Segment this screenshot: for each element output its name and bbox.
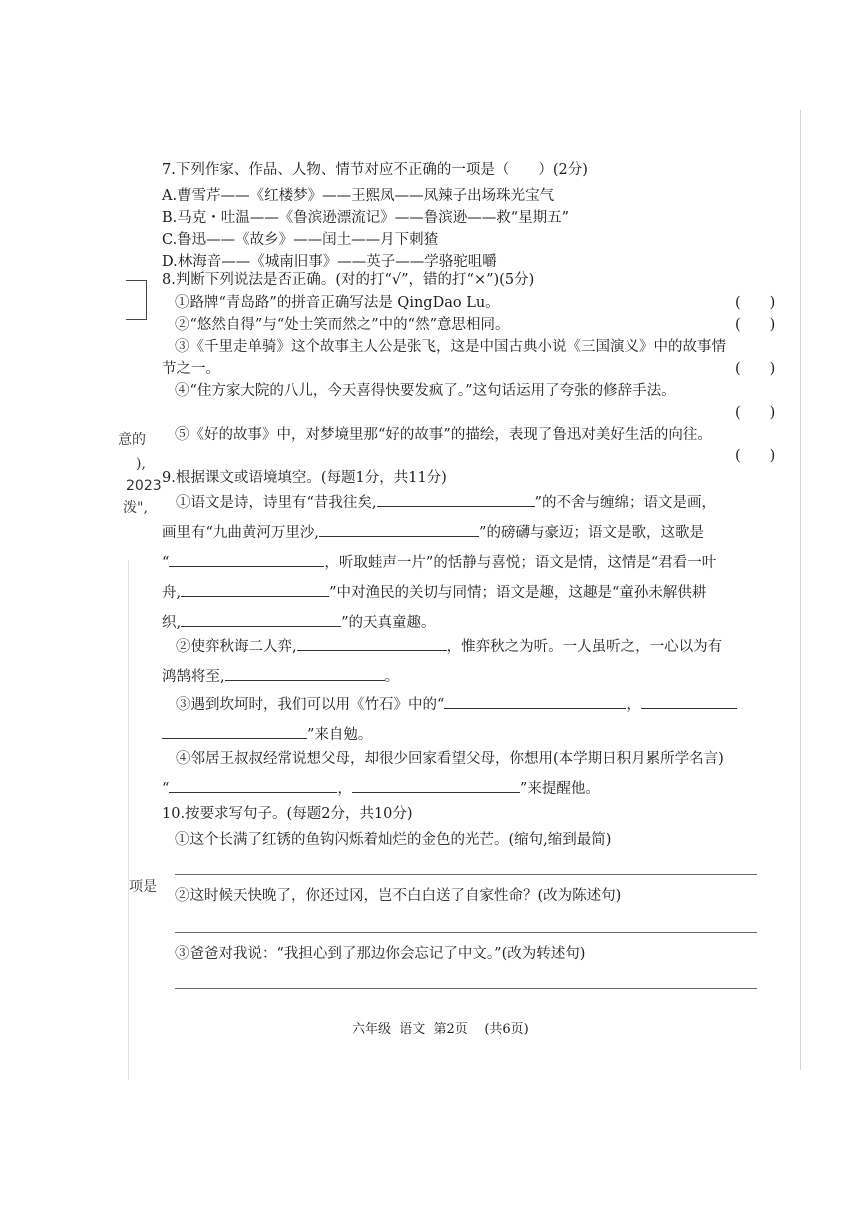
q9-text: ①语文是诗，诗里有“昔我往矣, (176, 495, 377, 511)
q9-item-3 (162, 690, 792, 750)
margin-fragment: 意的 (118, 432, 146, 448)
q9-text: ，听取蛙声一片”的恬静与喜悦；语文是情，这情是“君看一叶 (324, 555, 717, 571)
answer-paren[interactable]: ( ) (735, 361, 776, 377)
answer-line[interactable] (175, 988, 757, 989)
q9-text: ”来提醒他。 (519, 781, 600, 797)
answer-paren[interactable]: ( ) (735, 295, 776, 311)
answer-paren[interactable]: ( ) (735, 405, 776, 421)
q7-stem: 7.下列作家、作品、人物、情节对应不正确的一项是（ ）(2分) (162, 162, 588, 178)
answer-paren[interactable]: ( ) (735, 317, 776, 333)
scan-edge-right (800, 110, 801, 1070)
q7-option-c: C.鲁迅——《故乡》——闰土——月下刺猹 (162, 232, 439, 248)
q8-item-continued: 节之一。 (162, 361, 220, 377)
margin-fragment: 泼", (123, 500, 148, 516)
q9-text: ”来自勉。 (307, 727, 373, 743)
fill-blank[interactable] (352, 774, 520, 793)
q9-text: “ (162, 555, 170, 571)
fill-blank[interactable] (319, 518, 479, 537)
q9-text: ”的磅礴与豪迈；语文是歌，这歌是 (479, 525, 704, 541)
q8-item: ②“悠然自得”与“处士笑而然之”中的“然”意思相同。 (175, 317, 510, 333)
fill-blank[interactable] (444, 690, 626, 709)
q9-text: ④邻居王叔叔经常说想父母，却很少回家看望父母，你想用(本学期日积月累所学名言) (176, 751, 724, 767)
q9-text: “ (162, 781, 170, 797)
fill-blank[interactable] (641, 690, 737, 709)
q9-item-4 (162, 744, 802, 804)
fill-blank[interactable] (377, 488, 535, 507)
q9-text: ”的天真童趣。 (341, 615, 436, 631)
q9-text: ”中对渔民的关切与同情；语文是趣，这趣是“童孙未解供耕 (329, 585, 707, 601)
q9-text: 舟, (162, 585, 182, 601)
q10-item: ①这个长满了红锈的鱼钩闪烁着灿烂的金色的光芒。(缩句,缩到最简) (175, 832, 612, 848)
q9-text: 织, (162, 615, 182, 631)
q9-text: ， (337, 781, 352, 797)
q8-item: ⑤《好的故事》中，对梦境里那“好的故事”的描绘，表现了鲁迅对美好生活的向往。 (175, 427, 712, 443)
q10-item: ②这时候天快晚了，你还过冈，岂不白白送了自家性命？(改为陈述句) (175, 888, 622, 904)
q8-item: ④“住方家大院的八儿，今天喜得快要发疯了。”这句话运用了夸张的修辞手法。 (175, 383, 676, 399)
q9-item-2 (162, 632, 792, 692)
q9-text: ③遇到坎坷时，我们可以用《竹石》中的“ (176, 697, 445, 713)
q9-stem: 9.根据课文或语境填空。(每题1分，共11分) (162, 470, 447, 486)
q8-stem: 8.判断下列说法是否正确。(对的打“√”，错的打“×”)(5分) (162, 272, 535, 288)
fill-blank[interactable] (181, 578, 329, 597)
fill-blank[interactable] (181, 608, 341, 627)
q10-stem: 10.按要求写句子。(每题2分，共10分) (162, 806, 413, 822)
margin-fragment: 2023 (126, 478, 162, 494)
q9-text: 。 (384, 669, 400, 685)
q7-option-d: D.林海音——《城南旧事》——英子——学骆驼咀嚼 (162, 254, 497, 270)
fill-blank[interactable] (162, 720, 307, 739)
q9-text: ②使弈秋诲二人弈, (176, 639, 297, 655)
q9-text: ”的不舍与缠绵；语文是画， (534, 495, 716, 511)
margin-fragment: 项是 (129, 879, 157, 895)
answer-paren[interactable]: ( ) (735, 448, 776, 464)
fill-blank[interactable] (225, 662, 385, 681)
fill-blank[interactable] (169, 548, 324, 567)
q9-text: 鸿鹄将至, (162, 669, 225, 685)
fill-blank[interactable] (169, 774, 337, 793)
margin-fragment: ), (136, 456, 146, 472)
q9-item-1 (162, 488, 792, 638)
fill-blank[interactable] (297, 632, 447, 651)
q9-text: ， (626, 697, 641, 713)
q7-option-b: B.马克・吐温——《鲁滨逊漂流记》——鲁滨逊——救“星期五” (162, 210, 570, 226)
margin-box-fragment (126, 280, 147, 320)
q9-text: ，惟弈秋之为听。一人虽听之，一心以为有 (446, 639, 723, 655)
q8-item: ①路牌“青岛路”的拼音正确写法是 QingDao Lu。 (175, 295, 500, 311)
answer-line[interactable] (175, 932, 757, 933)
q10-item: ③爸爸对我说：“我担心到了那边你会忘记了中文。”(改为转述句) (175, 946, 586, 962)
q9-text: 画里有“九曲黄河万里沙, (162, 525, 320, 541)
scan-edge-left (128, 560, 129, 1080)
q7-option-a: A.曹雪芹——《红楼梦》——王熙凤——凤辣子出场珠光宝气 (162, 188, 555, 204)
page-footer: 六年级 语文 第2页 (共6页) (352, 1022, 529, 1037)
q8-item: ③《千里走单骑》这个故事主人公是张飞，这是中国古典小说《三国演义》中的故事情 (175, 339, 726, 355)
answer-line[interactable] (175, 874, 757, 875)
